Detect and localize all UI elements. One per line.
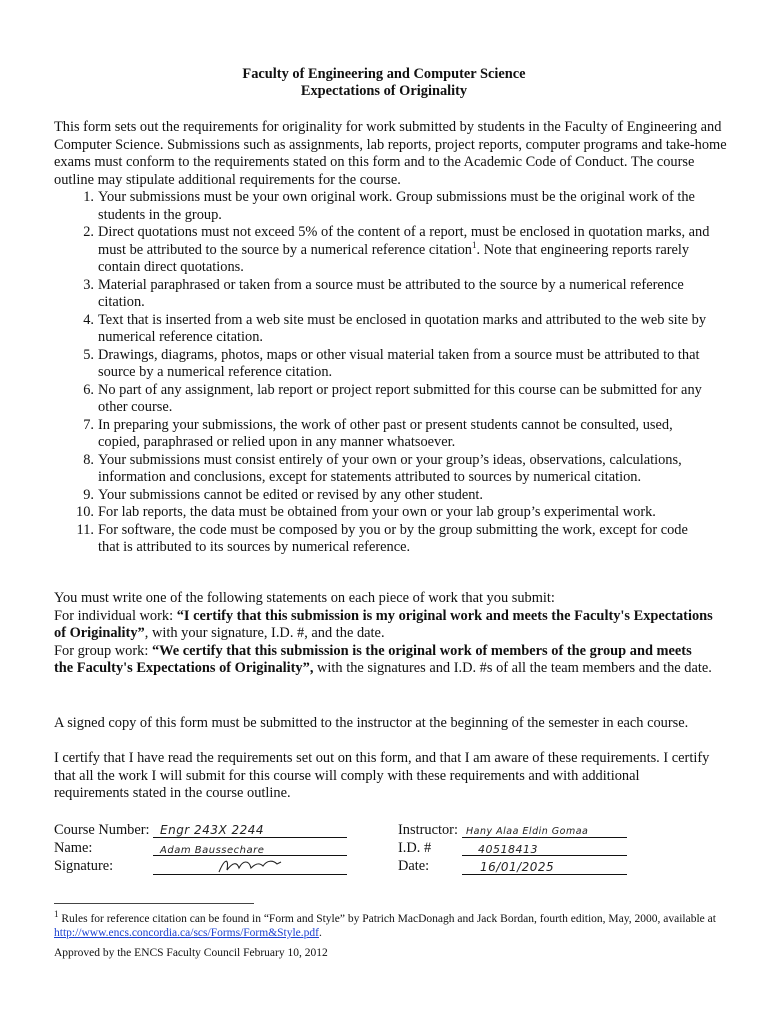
- list-item: [0, 452, 710, 487]
- individual-statement-text: “I certify that this submission is my original work and meets the Faculty's Expectations of Originality”: [54, 607, 713, 641]
- group-statement: [54, 643, 714, 678]
- individual-label: For individual work:: [54, 607, 177, 624]
- intro-paragraph: This form sets out the requirements for originality for work submitted by students in the Faculty of Engineering and Computer Science. Submissions such as assignments, lab reports, project reports, computer programs and take-home exams must conform to the requirements stated on this form and to the Academic Code of Conduct. The course outline may stipulate additional requirements for the course.: [54, 119, 727, 188]
- footnote-text: Rules for reference citation can be found in “Form and Style” by Patrich MacDonagh and Jack Bordan, fourth edition, May, 2000, available at: [58, 913, 716, 925]
- signed-copy-paragraph: A signed copy of this form must be submitted to the instructor at the beginning of the semester in each course.: [54, 715, 689, 731]
- list-item-text: In preparing your submissions, the work of other past or present students cannot be consulted, used, copied, paraphrased or relied upon in any manner whatsoever.: [98, 416, 673, 450]
- date-label: Date:: [398, 858, 430, 874]
- course-number-field[interactable]: Engr 243X 2244: [160, 823, 265, 837]
- form-title: Expectations of Originality: [300, 83, 468, 99]
- list-item-text: Drawings, diagrams, photos, maps or other visual material taken from a source must be attributed to that source by a numerical reference citation.: [98, 346, 700, 380]
- list-item: [0, 504, 710, 522]
- list-item-text: No part of any assignment, lab report or project report submitted for this course can be submitted for any other course.: [98, 381, 702, 415]
- list-item-number: 5.: [83, 346, 94, 363]
- statements-lead: You must write one of the following statements on each piece of work that you submit:: [54, 590, 555, 606]
- footnote-end: .: [319, 927, 322, 939]
- list-item: [0, 224, 710, 277]
- individual-tail: , with your signature, I.D. #, and the date.: [144, 625, 385, 641]
- list-item-number: 3.: [83, 276, 94, 293]
- list-item-number: 9.: [83, 486, 94, 503]
- list-item-number: 7.: [83, 416, 94, 433]
- group-label: For group work:: [54, 642, 152, 659]
- group-tail: with the signatures and I.D. #s of all the team members and the date.: [313, 660, 712, 676]
- id-field[interactable]: 40518413: [478, 843, 538, 856]
- list-item: [0, 277, 710, 312]
- name-label: Name:: [54, 840, 93, 856]
- list-item-number: 1.: [83, 189, 94, 205]
- id-label: I.D. #: [398, 840, 432, 856]
- footnote: [54, 909, 734, 940]
- name-field[interactable]: Adam Baussechare: [160, 845, 265, 856]
- form-header: [0, 66, 768, 100]
- list-item-text: Your submissions must consist entirely of your own or your group’s ideas, observations, calculations, information and conclusions, except for statements attributed to sources by numerical citation.: [98, 451, 682, 485]
- list-item-number: 4.: [83, 311, 94, 328]
- list-item-text: Your submissions must be your own original work. Group submissions must be the original work of the students in the group.: [98, 189, 695, 223]
- date-field[interactable]: 16/01/2025: [480, 860, 555, 874]
- footnote-marker: 1: [472, 239, 477, 250]
- signature-label: Signature:: [54, 858, 114, 874]
- required-statements: [54, 590, 714, 678]
- signature-block: [0, 822, 768, 882]
- list-item-text: Material paraphrased or taken from a source must be attributed to the source by a numerical reference citation.: [98, 276, 684, 310]
- footnote-divider: [54, 903, 254, 904]
- list-item: [0, 189, 710, 224]
- list-item: [0, 417, 710, 452]
- list-item: [0, 312, 710, 347]
- list-item-number: 8.: [83, 451, 94, 468]
- list-item-text: Your submissions cannot be edited or revised by any other student.: [98, 486, 484, 503]
- list-item-text: For software, the code must be composed by you or by the group submitting the work, except for code that is attributed to its sources by numerical reference.: [98, 521, 688, 555]
- instructor-field[interactable]: Hany Alaa Eldin Gomaa: [466, 826, 589, 837]
- instructor-label: Instructor:: [398, 822, 458, 838]
- list-item-number: 2.: [83, 224, 94, 240]
- list-item-text-cont: . Note that engineering reports rarely contain direct quotations.: [98, 241, 690, 275]
- form-and-style-link[interactable]: http://www.encs.concordia.ca/scs/Forms/Form&Style.pdf: [54, 927, 319, 939]
- handwritten-signature: [215, 856, 285, 876]
- approval-note: Approved by the ENCS Faculty Council February 10, 2012: [54, 947, 328, 959]
- requirements-list: [0, 189, 768, 557]
- list-item: [0, 382, 710, 417]
- group-statement-text: “We certify that this submission is the original work of members of the group and meets the Faculty's Expectations of Originality”,: [54, 642, 692, 676]
- individual-statement: [54, 608, 714, 643]
- list-item-text: For lab reports, the data must be obtained from your own or your lab group’s experimental work.: [98, 504, 656, 520]
- list-item-number: 11.: [76, 521, 94, 538]
- certification-paragraph: I certify that I have read the requirements set out on this form, and that I am aware of these requirements. I certify that all the work I will submit for this course will comply with these requirements and with additional requirements stated in the course outline.: [54, 750, 710, 801]
- footnote-number: 1: [54, 909, 59, 920]
- list-item-number: 10.: [76, 504, 94, 520]
- list-item-text: Direct quotations must not exceed 5% of the content of a report, must be enclosed in quotation marks, and must be attributed to the source by a numerical reference citation: [98, 224, 710, 258]
- list-item: [0, 522, 710, 557]
- course-number-label: Course Number:: [54, 822, 150, 838]
- list-item-number: 6.: [83, 381, 94, 398]
- list-item-text: Text that is inserted from a web site must be enclosed in quotation marks and attributed to the web site by numerical reference citation.: [98, 311, 707, 345]
- list-item: [0, 347, 710, 382]
- list-item: [0, 487, 710, 505]
- faculty-title: Faculty of Engineering and Computer Science: [242, 66, 526, 82]
